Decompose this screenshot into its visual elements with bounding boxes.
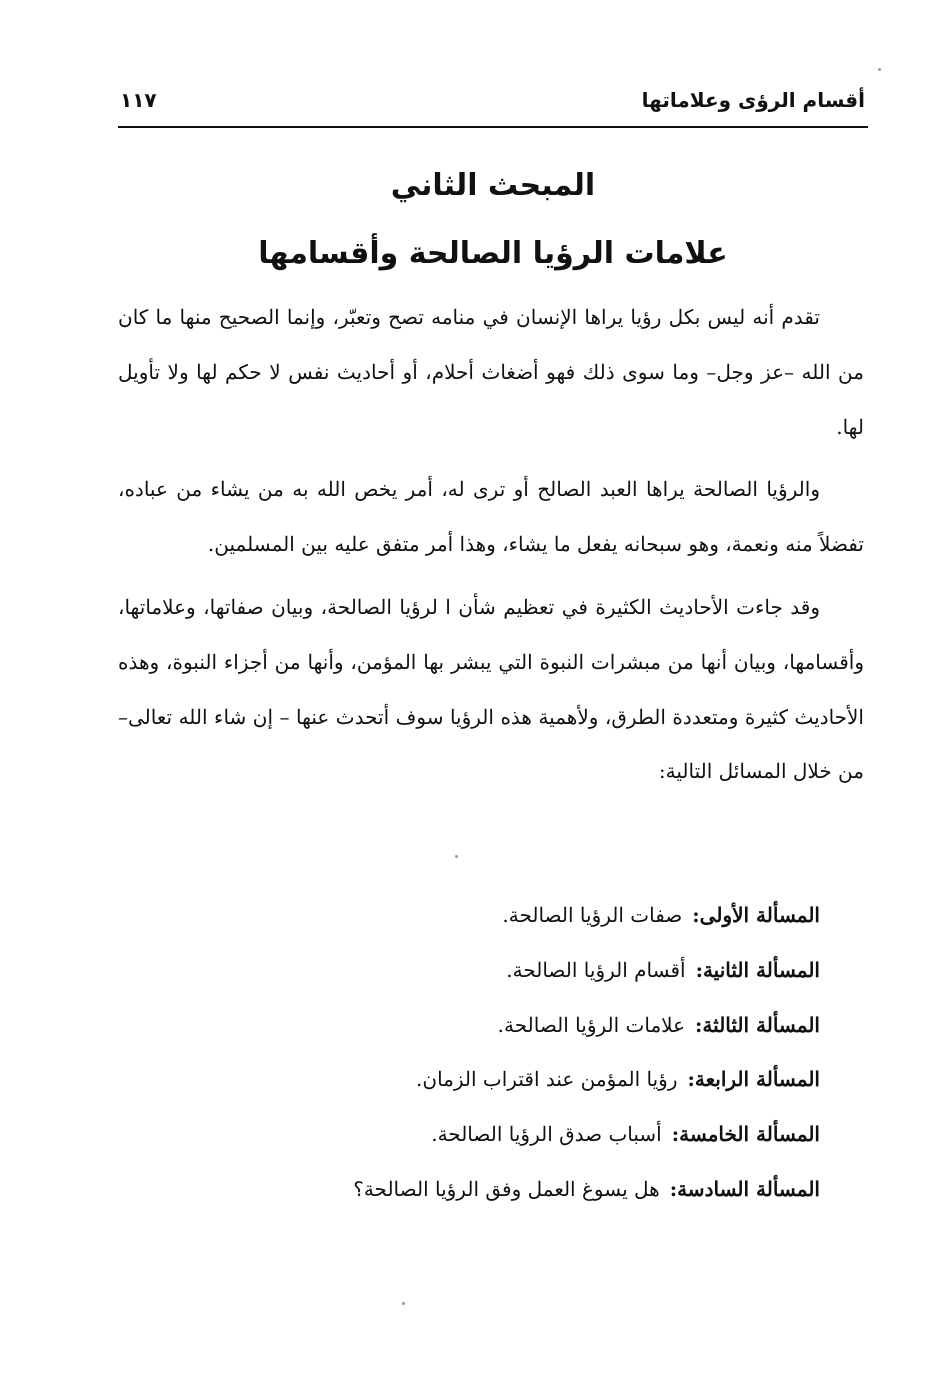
scan-speck [455, 855, 458, 858]
issue-label: المسألة الثالثة: [695, 1012, 820, 1037]
body-text [118, 290, 864, 799]
issues-list [118, 888, 864, 1217]
scan-speck [878, 68, 881, 71]
list-item [118, 1162, 864, 1217]
paragraph: تقدم أنه ليس بكل رؤيا يراها الإنسان في منامه تصح وتعبّر، وإنما الصحيح منها ما كان من الله –عز وجل– وما سوى ذلك فهو أضغاث أحلام، أو أحاديث نفس لا حكم لها ولا تأويل لها. [118, 305, 864, 439]
header-divider [118, 126, 868, 128]
issue-label: المسألة الأولى: [692, 903, 820, 927]
running-title: أقسام الرؤى وعلاماتها [641, 88, 865, 112]
page-number: ١١٧ [120, 88, 157, 112]
issue-label: المسألة الخامسة: [671, 1122, 820, 1147]
issue-text: رؤيا المؤمن عند اقتراب الزمان. [416, 1067, 678, 1092]
paragraph: والرؤيا الصالحة يراها العبد الصالح أو ترى له، أمر يخص الله به من يشاء من عباده، تفضلاً منه ونعمة، وهو سبحانه يفعل ما يشاء، وهذا أمر متفق عليه بين المسلمين. [118, 477, 864, 557]
issue-label: المسألة الرابعة: [687, 1067, 820, 1092]
paragraph: وقد جاءت الأحاديث الكثيرة في تعظيم شأن ا لرؤيا الصالحة، وبيان صفاتها، وعلاماتها، وأقسامها، وبيان أنها من مبشرات النبوة التي يبشر بها المؤمن، وأنها من أجزاء النبوة، وهذه الأحاديث كثيرة ومتعددة الطرق، ولأهمية هذه الرؤيا سوف أتحدث عنها – إن شاء الله تعالى– من خلال المسائل التالية: [118, 594, 864, 784]
issue-label: المسألة السادسة: [669, 1176, 820, 1201]
issue-text: أقسام الرؤيا الصالحة. [506, 957, 686, 982]
issue-text: أسباب صدق الرؤيا الصالحة. [431, 1122, 662, 1147]
section-subtitle: علامات الرؤيا الصالحة وأقسامها [258, 236, 728, 271]
list-item [118, 888, 864, 943]
list-item [118, 1107, 864, 1162]
section-title: المبحث الثاني [390, 168, 596, 203]
issue-text: صفات الرؤيا الصالحة. [502, 903, 683, 927]
list-item [118, 1052, 864, 1107]
list-item [118, 943, 864, 998]
list-item [118, 998, 864, 1053]
issue-text: هل يسوغ العمل وفق الرؤيا الصالحة؟ [353, 1176, 660, 1201]
scan-speck [402, 1302, 405, 1305]
issue-text: علامات الرؤيا الصالحة. [497, 1012, 686, 1037]
issue-label: المسألة الثانية: [695, 957, 820, 982]
